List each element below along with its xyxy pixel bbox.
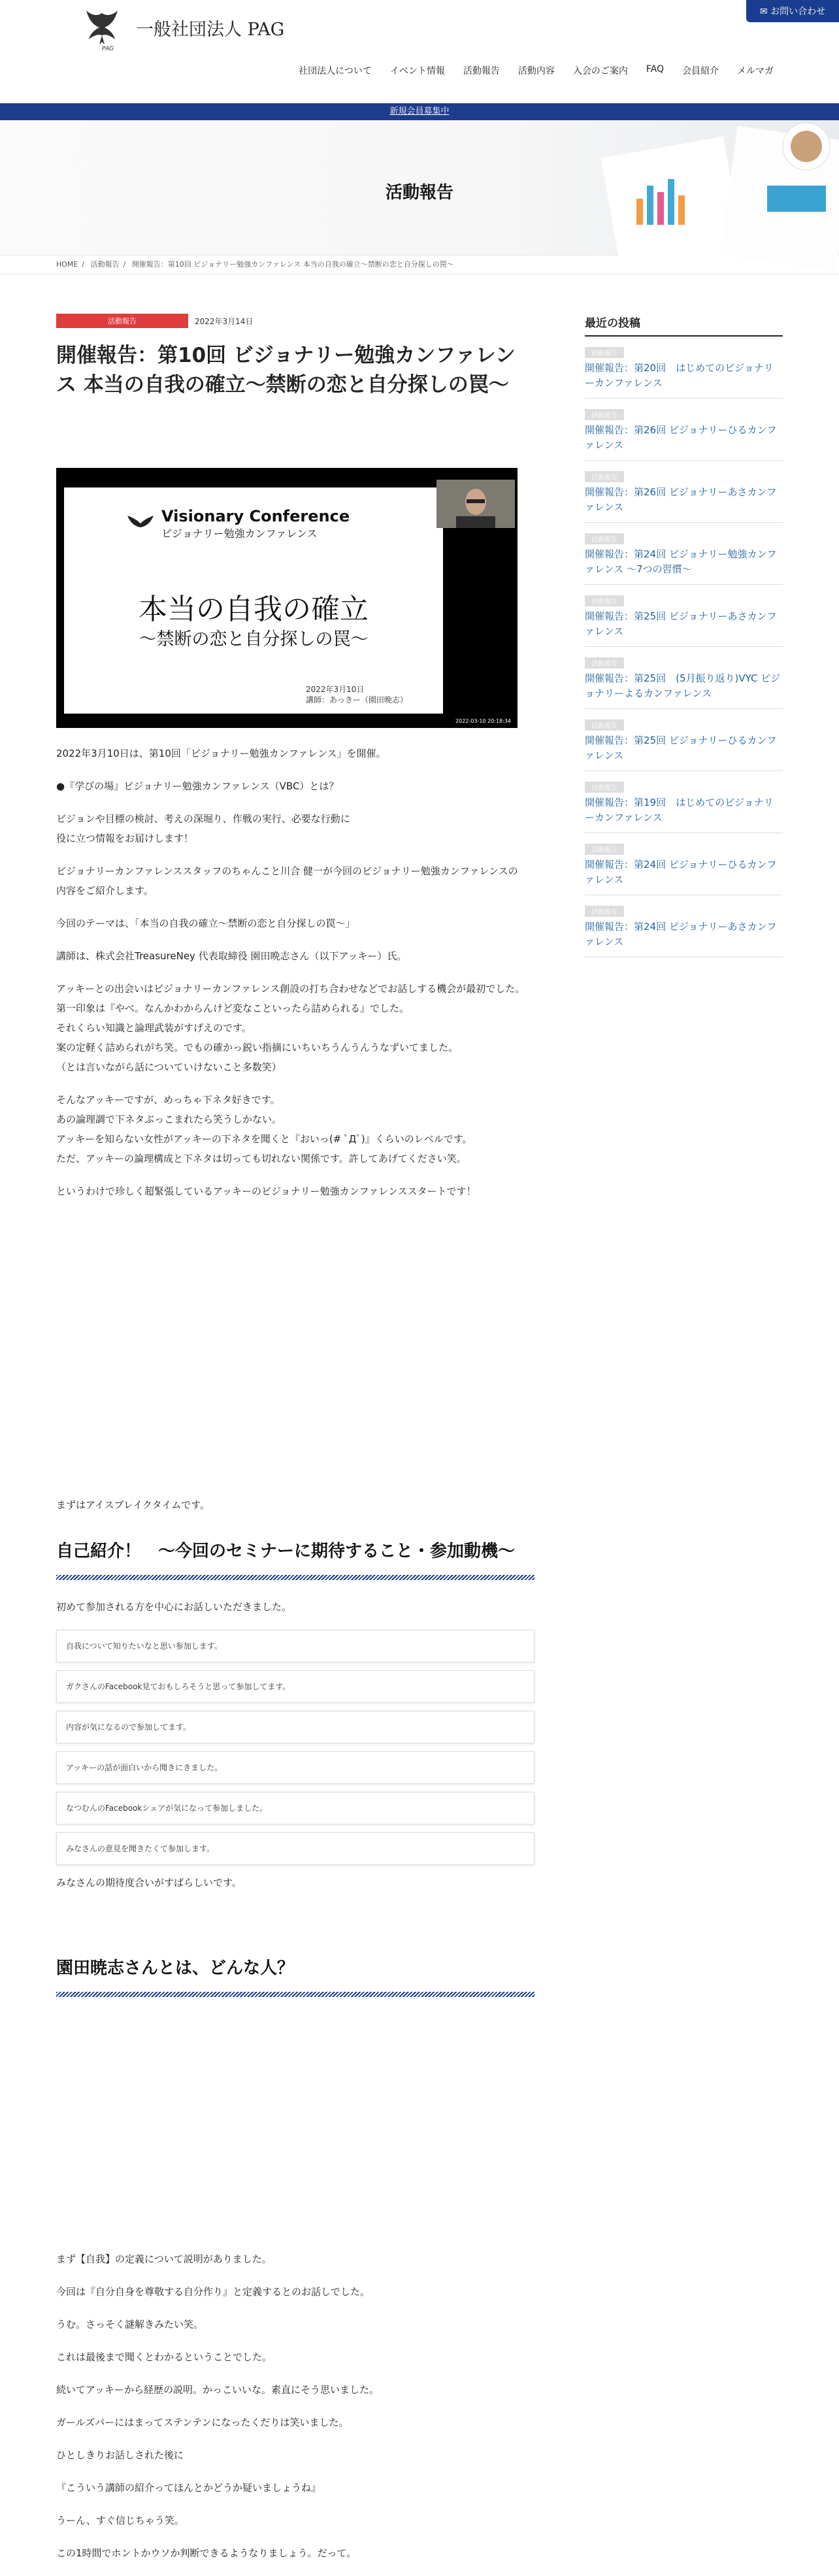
paragraph: 2022年3月10日は、第10回「ビジョナリー勉強カンファレンス」を開催。	[56, 747, 386, 759]
section-heading: 自己紹介！ 〜今回のセミナーに期待すること・参加動機〜	[56, 1541, 516, 1561]
quote-box: ガクさんのFacebook見ておもしろそうと思って参加してます。	[56, 1670, 535, 1703]
recent-post-item[interactable]	[585, 647, 783, 709]
slide-timestamp: 2022-03-10 20:18:34	[455, 718, 511, 724]
paragraph: この1時間でホントかウソか判断できるようなりましょう。だって。	[56, 2547, 357, 2559]
recent-post-link[interactable]: 開催報告：第24回 ビジョナリーあさカンファレンス	[585, 921, 777, 948]
paragraph: みなさんの期待度合いがすばらしいです。	[56, 1876, 242, 1889]
section-heading: 園田暁志さんとは、どんな人？	[56, 1958, 295, 1978]
post-date: 2022年3月14日	[195, 316, 254, 326]
paragraph: 講師は、株式会社TreasureNey 代表取締役 園田晩志さん（以下アッキー）氏。	[56, 949, 407, 962]
paragraph: ●『学びの場』ビジョナリー勉強カンファレンス（VBC）とは？	[56, 780, 339, 792]
recent-post-item[interactable]	[585, 771, 783, 833]
recent-post-link[interactable]: 開催報告：第26回 ビジョナリーひるカンファレンス	[585, 424, 777, 451]
nav-item[interactable]: FAQ	[646, 64, 664, 74]
paragraph: というわけで珍しく超緊張しているアッキーのビジョナリー勉強カンファレンススタートです！	[56, 1185, 476, 1197]
recent-post-item[interactable]	[585, 709, 783, 771]
slide-sub: 〜禁断の恋と自分探しの罠〜	[139, 629, 369, 650]
global-nav	[299, 64, 774, 77]
paragraph: アッキーとの出会いはビジョナリーカンファレンス創設の打ち合わせなどでお話しする機会が最初でした。 第一印象は『やべ。なんかわからんけど変なこといったら詰められる』でした。 それくらい知識と論理武装がすげえのです。 案の定軽く詰められがち笑。でもの確かっ鋭い指摘にいちいちうんうんうなずいてました。 （とは言いながら話についていけないこと多数笑）	[56, 982, 525, 1073]
paragraph: ガールズバーにはまってステンテンになったくだりは笑いました。	[56, 2416, 349, 2428]
paragraph: うーん、すぐ信じちゃう笑。	[56, 2514, 184, 2526]
paragraph: まずはアイスブレイクタイムです。	[56, 1498, 210, 1511]
logo-text: 一般社団法人 PAG	[136, 19, 285, 40]
nav-item[interactable]: メルマガ	[737, 66, 774, 76]
slide-brand-sub: ビジョナリー勉強カンファレンス	[161, 527, 318, 540]
nav-item[interactable]: イベント情報	[389, 66, 445, 76]
sidebar	[585, 314, 783, 957]
recent-post-item[interactable]	[585, 461, 783, 523]
paragraph: これは最後まで聞くとわかるということでした。	[56, 2351, 272, 2363]
breadcrumb-current: 開催報告：第10回 ビジョナリー勉強カンファレンス 本当の自我の確立〜禁断の恋と自分探しの罠〜	[131, 260, 454, 269]
paragraph: 今回のテーマは、「本当の自我の確立〜禁断の恋と自分探しの罠〜」	[56, 917, 355, 929]
recent-post-category: 活動報告	[585, 471, 624, 482]
webcam-thumbnail	[436, 480, 515, 528]
recent-post-link[interactable]: 開催報告：第25回 (5月振り返り)VYC ビジョナリーよるカンファレンス	[585, 672, 781, 699]
nav-item[interactable]: 会員紹介	[682, 66, 719, 76]
slide-date: 2022年3月10日	[306, 684, 365, 694]
person-icon	[436, 480, 515, 528]
heading-underline	[56, 1992, 535, 1997]
breadcrumb-home[interactable]: HOME	[56, 260, 78, 269]
recent-post-link[interactable]: 開催報告：第20回 はじめてのビジョナリーカンファレンス	[585, 362, 774, 389]
media-spacer	[56, 1214, 527, 1495]
recent-post-category: 活動報告	[585, 906, 624, 917]
paragraph: 続いてアッキーから経歴の説明。かっこいいな。素直にそう思いました。	[56, 2383, 379, 2396]
breadcrumb-category[interactable]: 活動報告	[90, 260, 120, 269]
article-body	[56, 744, 527, 2563]
quote-box: アッキーの話が面白いから聞きにきました。	[56, 1751, 535, 1784]
recent-post-link[interactable]: 開催報告：第25回 ビジョナリーひるカンファレンス	[585, 735, 777, 761]
nav-item[interactable]: 入会のご案内	[572, 66, 628, 76]
recent-post-item[interactable]	[585, 523, 783, 585]
recent-post-link[interactable]: 開催報告：第24回 ビジョナリー勉強カンファレンス 〜7つの習慣〜	[585, 548, 777, 575]
paragraph: 『こういう講師の紹介ってほんとかどうか疑いましょうね』	[56, 2481, 321, 2494]
recent-post-category: 活動報告	[585, 782, 624, 793]
heading-underline	[56, 1575, 535, 1580]
paragraph: うむ。さっそく謎解きみたい笑。	[56, 2318, 204, 2330]
logo-sub: PAG	[102, 46, 114, 52]
nav-item[interactable]: 活動内容	[518, 66, 555, 76]
quote-box: みなさんの意見を聞きたくて参加します。	[56, 1832, 535, 1865]
paragraph: まず【自我】の定義について説明がありました。	[56, 2253, 272, 2265]
recent-post-item[interactable]	[585, 337, 783, 399]
recent-post-item[interactable]	[585, 895, 783, 957]
recent-post-item[interactable]	[585, 833, 783, 895]
quote-box: 内容が気になるので参加してます。	[56, 1711, 535, 1743]
breadcrumb: HOME / 活動報告 / 開催報告：第10回 ビジョナリー勉強カンファレンス 本当の自我の確立〜禁断の恋と自分探しの罠〜	[0, 255, 839, 274]
nav-item[interactable]: 活動報告	[463, 66, 500, 76]
site-logo[interactable]	[84, 8, 284, 55]
paragraph: ビジョンや目標の検討、考えの深堀り、作戦の実行、必要な行動に 役に立つ情報をお届けします！	[56, 812, 350, 844]
quote-box: なつむんのFacebookシェアが気になって参加しました。	[56, 1792, 535, 1825]
phoenix-logo-icon	[84, 8, 120, 55]
recent-post-category: 活動報告	[585, 844, 624, 855]
recent-post-category: 活動報告	[585, 347, 624, 358]
recent-post-link[interactable]: 開催報告：第24回 ビジョナリーひるカンファレンス	[585, 859, 777, 885]
media-spacer	[56, 2014, 527, 2249]
contact-button[interactable]: ✉ お問い合わせ	[746, 0, 839, 22]
sidebar-heading: 最近の投稿	[585, 314, 783, 337]
recent-post-category: 活動報告	[585, 595, 624, 606]
page-title: 活動報告	[385, 183, 453, 203]
recent-post-category: 活動報告	[585, 533, 624, 544]
site-header	[0, 0, 839, 103]
recent-post-category: 活動報告	[585, 657, 624, 669]
slide-image	[56, 468, 518, 728]
recent-post-category: 活動報告	[585, 719, 624, 731]
paragraph: ひとしきりお話しされた後に	[56, 2449, 184, 2461]
post-title: 開催報告：第10回 ビジョナリー勉強カンファレンス 本当の自我の確立〜禁断の恋と自分探しの罠〜	[56, 344, 516, 397]
paragraph: そんなアッキーですが、めっちゃ下ネタ好きです。 あの論理調で下ネタぶっこまれたら笑うしかない。 アッキーを知らない女性がアッキーの下ネタを聞くと『おいっ(# ﾟДﾟ)』くらいのレベルです。 ただ、アッキーの論理構成と下ネタは切っても切れない関係です。許してあげてください笑。	[56, 1093, 472, 1164]
page-hero	[0, 120, 839, 255]
category-badge[interactable]: 活動報告	[56, 314, 188, 328]
post-main	[56, 314, 535, 2576]
recent-post-item[interactable]	[585, 399, 783, 461]
recent-post-item[interactable]	[585, 585, 783, 647]
recruit-banner[interactable]: 新規会員募集中	[0, 103, 839, 120]
recent-post-link[interactable]: 開催報告：第25回 ビジョナリーあさカンファレンス	[585, 610, 777, 637]
slide-main: 本当の自我の確立	[139, 592, 369, 626]
slide-brand: Visionary Conference	[161, 506, 350, 525]
recent-post-link[interactable]: 開催報告：第26回 ビジョナリーあさカンファレンス	[585, 486, 777, 513]
paragraph: ビジョナリーカンファレンススタッフのちゃんこと川合 健一が今回のビジョナリー勉強カンファレンスの内容をご紹介します。	[56, 865, 518, 897]
wing-logo-icon	[126, 512, 155, 535]
paragraph: 初めて参加される方を中心にお話しいただきました。	[56, 1600, 292, 1613]
paragraph: 今回は『自分自身を尊敬する自分作り』と定義するとのお話しでした。	[56, 2285, 370, 2298]
slide-speaker: 講師：あっきー（園田晩志）	[306, 695, 408, 704]
nav-item[interactable]: 社団法人について	[299, 66, 372, 76]
recent-post-category: 活動報告	[585, 409, 624, 420]
recent-post-link[interactable]: 開催報告：第19回 はじめてのビジョナリーカンファレンス	[585, 797, 774, 823]
quote-box: 自我について知りたいなと思い参加します。	[56, 1630, 535, 1662]
